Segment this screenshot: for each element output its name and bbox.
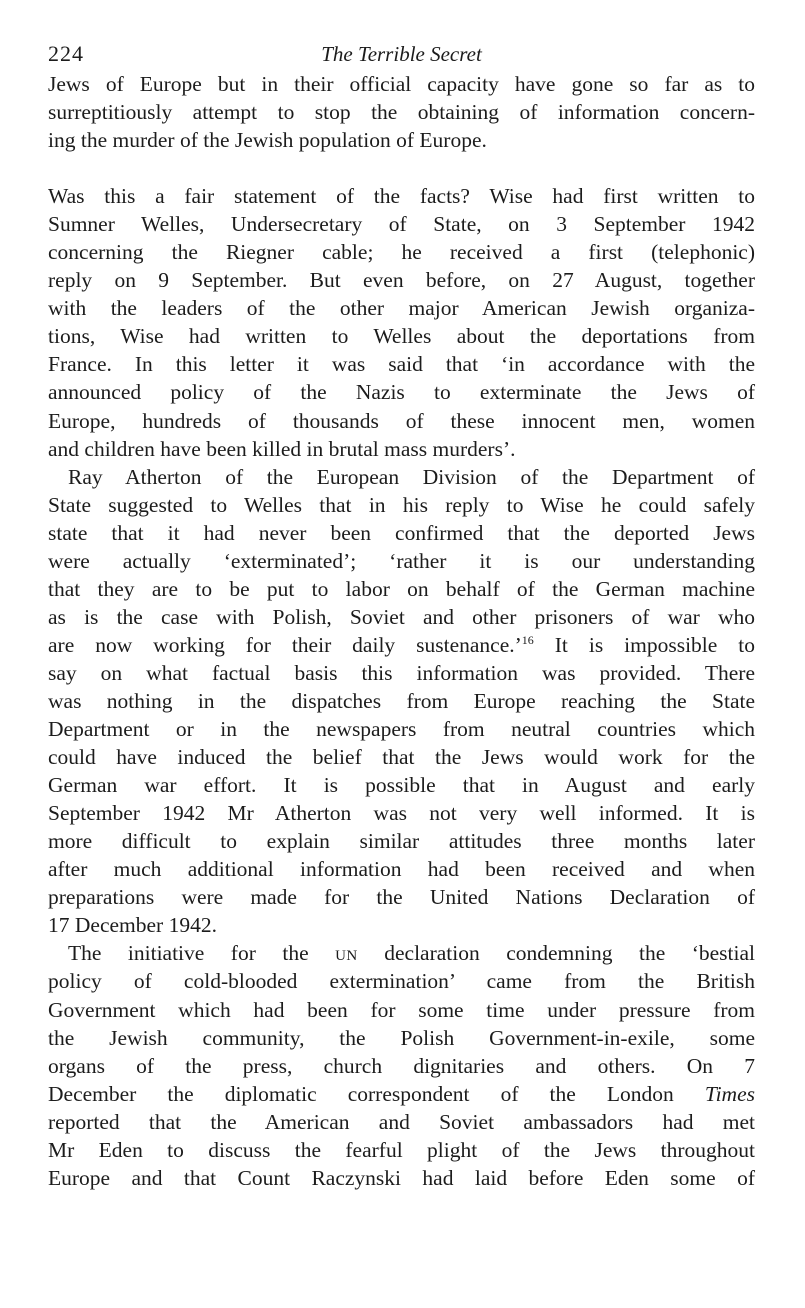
footnote-reference[interactable]: 16: [521, 632, 534, 647]
text-line: tions, Wise had written to Welles about the deportations from: [48, 324, 755, 349]
book-page: [48, 40, 755, 1192]
text-line: concerning the Riegner cable; he received a first (telephonic): [48, 240, 755, 265]
line-text: December the diplomatic correspondent of the London: [48, 1081, 705, 1106]
text-line: state that it had never been confirmed that the deported Jews: [48, 520, 755, 545]
text-line: Europe and that Count Raczynski had laid before Eden some of: [48, 1165, 755, 1190]
text-line: surreptitiously attempt to stop the obtaining of information concern-: [48, 100, 755, 125]
newspaper-title: Times: [704, 1081, 755, 1106]
text-line: Government which had been for some time under pressure from: [48, 997, 755, 1022]
text-line: Ray Atherton of the European Division of the Department of: [68, 464, 755, 489]
text-line: more difficult to explain similar attitudes three months later: [48, 829, 755, 854]
text-line: ing the murder of the Jewish population of Europe.: [48, 128, 487, 153]
text-line: State suggested to Welles that in his reply to Wise he could safely: [48, 492, 755, 517]
running-header: [48, 40, 755, 70]
text-line: Was this a fair statement of the facts? Wise had first written to: [48, 184, 755, 209]
text-line: could have induced the belief that the Jews would work for the: [48, 745, 755, 770]
text-line: after much additional information had been received and when: [48, 857, 755, 882]
text-line: policy of cold-blooded extermination’ came from the British: [48, 969, 755, 994]
text-line: say on what factual basis this information was provided. There: [48, 660, 755, 685]
line-text-continued: declaration condemning the ‘bestial: [357, 941, 755, 966]
line-text-continued: It is impossible to: [533, 632, 755, 657]
running-title: The Terrible Secret: [321, 42, 482, 66]
text-line: France. In this letter it was said that ‘in accordance with the: [48, 352, 755, 377]
un-abbreviation: un: [335, 941, 358, 966]
text-line: September 1942 Mr Atherton was not very well informed. It is: [48, 801, 755, 826]
text-line: reported that the American and Soviet ambassadors had met: [48, 1109, 755, 1134]
paragraph-2: [48, 182, 755, 462]
paragraph-3: [48, 463, 755, 940]
text-line: preparations were made for the United Nations Declaration of: [48, 885, 755, 910]
paragraph-1: [48, 70, 755, 154]
text-line: announced policy of the Nazis to exterminate the Jews of: [48, 380, 755, 405]
text-line: Sumner Welles, Undersecretary of State, on 3 September 1942: [48, 212, 755, 237]
text-line: the Jewish community, the Polish Government-in-exile, some: [48, 1025, 755, 1050]
line-text: The initiative for the: [68, 941, 336, 966]
text-line: was nothing in the dispatches from Europe reaching the State: [48, 688, 755, 713]
text-line: were actually ‘exterminated’; ‘rather it is our understanding: [48, 548, 755, 573]
text-line: as is the case with Polish, Soviet and other prisoners of war who: [48, 604, 755, 629]
text-line: organs of the press, church dignitaries and others. On 7: [48, 1053, 755, 1078]
text-line: Mr Eden to discuss the fearful plight of the Jews throughout: [48, 1137, 755, 1162]
text-line-with-footnote: [48, 631, 755, 659]
text-line: reply on 9 September. But even before, on 27 August, together: [48, 268, 755, 293]
line-text: are now working for their daily sustenance.’: [48, 632, 522, 657]
text-line: [48, 939, 755, 967]
text-line: and children have been killed in brutal mass murders’.: [48, 436, 516, 461]
section-break: [48, 154, 755, 182]
text-line: Europe, hundreds of thousands of these innocent men, women: [48, 408, 755, 433]
text-line: with the leaders of the other major American Jewish organiza-: [48, 296, 755, 321]
text-line: Jews of Europe but in their official capacity have gone so far as to: [48, 72, 755, 96]
page-number: 224: [48, 41, 84, 66]
text-line: German war effort. It is possible that in August and early: [48, 773, 755, 798]
paragraph-4: [48, 939, 755, 1191]
text-line: [48, 1080, 755, 1108]
text-line: that they are to be put to labor on behalf of the German machine: [48, 576, 755, 601]
text-line: Department or in the newspapers from neutral countries which: [48, 717, 755, 742]
text-line: 17 December 1942.: [48, 913, 217, 938]
